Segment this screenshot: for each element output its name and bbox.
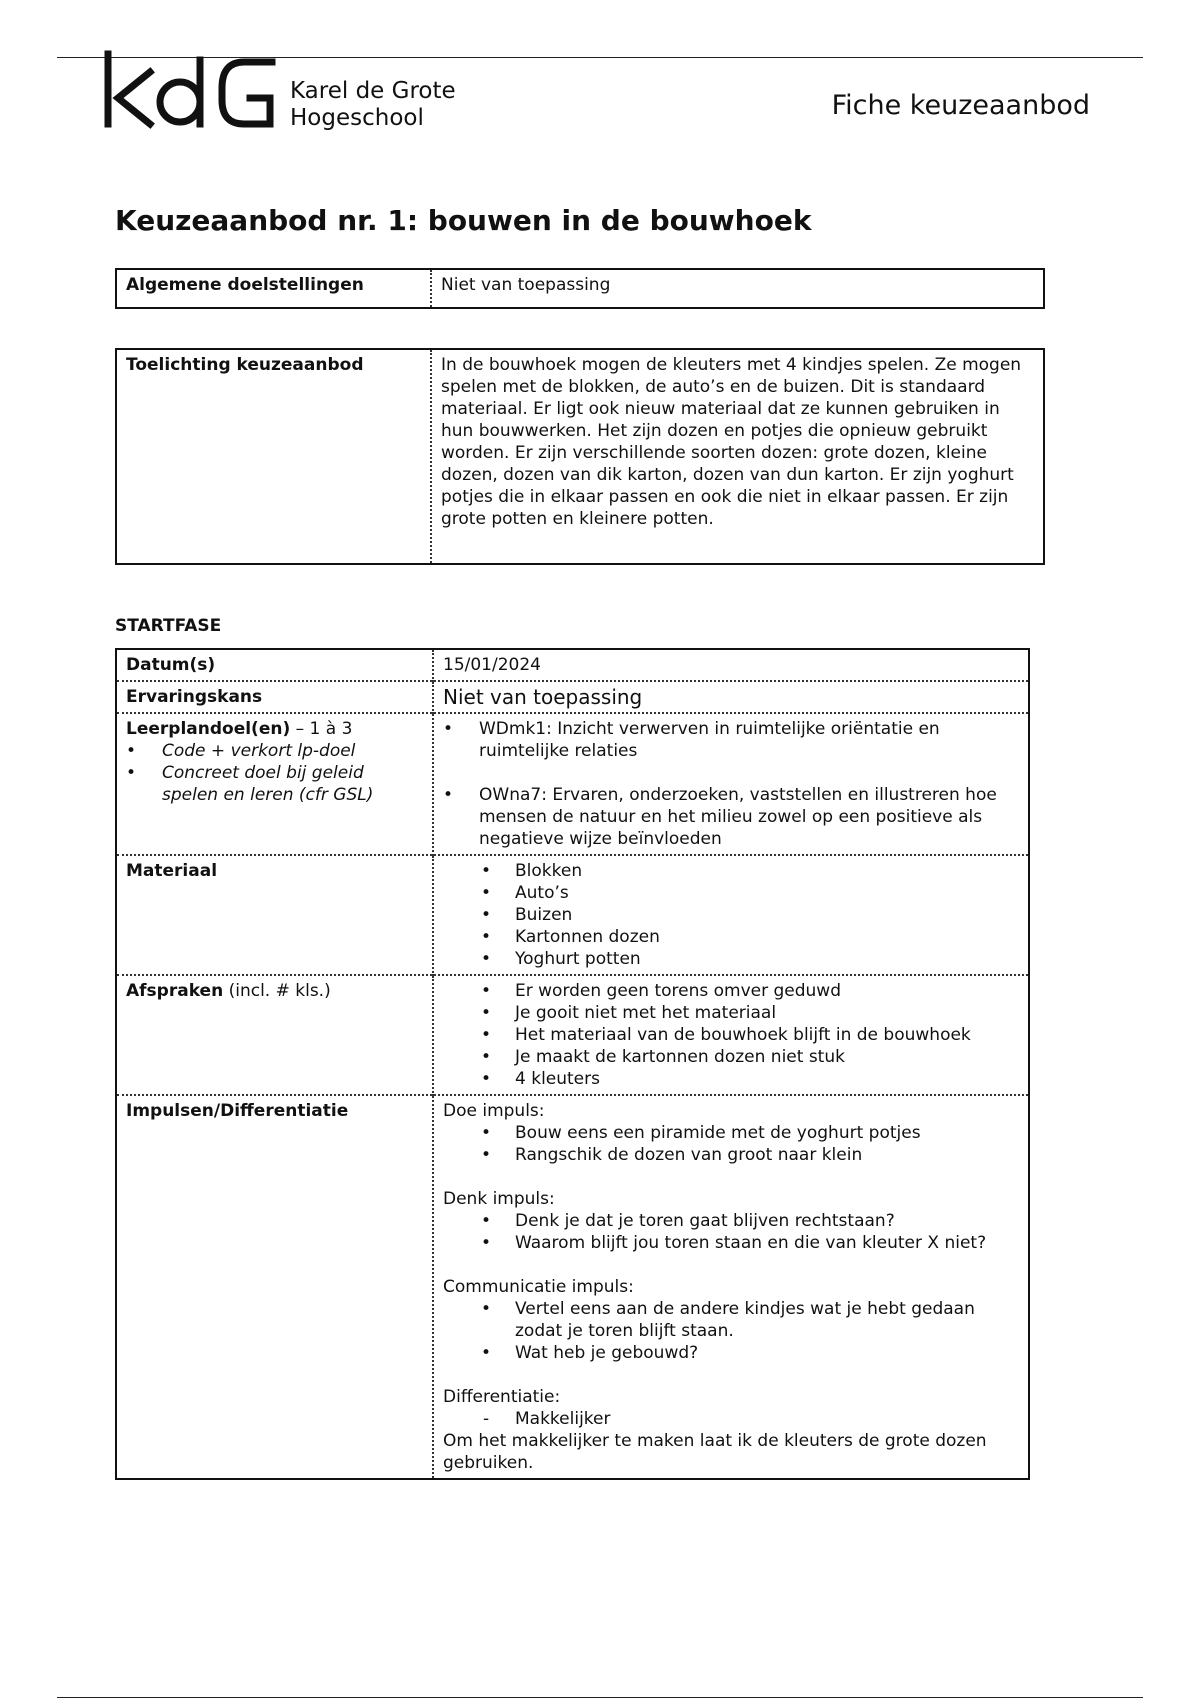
doe-impuls-item: • Bouw eens een piramide met de yoghurt potjes bbox=[443, 1122, 1019, 1144]
row-leerplandoel bbox=[116, 713, 1029, 855]
leerplandoel-suffix: – 1 à 3 bbox=[290, 719, 353, 739]
ervaringskans-value: Niet van toepassing bbox=[433, 681, 1029, 713]
differentiatie-heading: Differentiatie: bbox=[443, 1387, 561, 1407]
differentiatie-text: Om het makkelijker te maken laat ik de kleuters de grote dozen gebruiken. bbox=[443, 1431, 987, 1473]
row-afspraken bbox=[116, 975, 1029, 1095]
leerplandoel-hint: • Code + verkort lp-doel bbox=[126, 740, 423, 762]
materiaal-item: • Blokken bbox=[443, 860, 1019, 882]
afspraken-item: • Je gooit niet met het materiaal bbox=[443, 1002, 1019, 1024]
footer-rule bbox=[57, 1697, 1143, 1698]
denk-impuls-item: • Denk je dat je toren gaat blijven rechtstaan? bbox=[443, 1210, 1019, 1232]
section-heading-startfase: STARTFASE bbox=[115, 616, 222, 636]
afspraken-suffix: (incl. # kls.) bbox=[223, 981, 331, 1001]
document-type: Fiche keuzeaanbod bbox=[831, 90, 1090, 121]
communicatie-impuls-heading: Communicatie impuls: bbox=[443, 1277, 634, 1297]
leerplandoel-label: Leerplandoel(en) bbox=[126, 719, 291, 739]
communicatie-impuls-item: • Vertel eens aan de andere kindjes wat je hebt gedaan zodat je toren blijft staan. bbox=[443, 1298, 1019, 1342]
school-name: Karel de Grote Hogeschool bbox=[290, 78, 456, 131]
kdg-logo bbox=[104, 50, 279, 130]
afspraken-item: • Er worden geen torens omver geduwd bbox=[443, 980, 1019, 1002]
afspraken-item: • Het materiaal van de bouwhoek blijft in de bouwhoek bbox=[443, 1024, 1019, 1046]
datum-value: 15/01/2024 bbox=[433, 649, 1029, 681]
communicatie-impuls-item: • Wat heb je gebouwd? bbox=[443, 1342, 1019, 1364]
row-ervaringskans bbox=[116, 681, 1029, 713]
row-impulsen bbox=[116, 1095, 1029, 1479]
explanation-value: In de bouwhoek mogen de kleuters met 4 kindjes spelen. Ze mogen spelen met de blokken, de auto’s en de buizen. Dit is standaard materiaal. Er ligt ook nieuw materiaal dat ze kunnen gebruiken in hun bouwwerken. Het zijn dozen en potjes die opnieuw gebruikt worden. Er zijn verschillende soorten dozen: grote dozen, kleine dozen, dozen van dik karton, dozen van dun karton. Er zijn yoghurt potjes die in elkaar passen en ook die niet in elkaar passen. Er zijn grote potten en kleinere potten. bbox=[431, 349, 1044, 564]
doe-impuls-item: • Rangschik de dozen van groot naar klein bbox=[443, 1144, 1019, 1166]
materiaal-item: • Yoghurt potten bbox=[443, 948, 1019, 970]
general-objectives-label: Algemene doelstellingen bbox=[126, 275, 364, 295]
materiaal-item: • Buizen bbox=[443, 904, 1019, 926]
row-materiaal bbox=[116, 855, 1029, 975]
leerplandoel-item: • WDmk1: Inzicht verwerven in ruimtelijke oriëntatie en ruimtelijke relaties bbox=[443, 718, 1019, 762]
impulsen-label: Impulsen/Differentiatie bbox=[126, 1101, 349, 1121]
row-datum bbox=[116, 649, 1029, 681]
materiaal-label: Materiaal bbox=[126, 861, 218, 881]
materiaal-item: • Kartonnen dozen bbox=[443, 926, 1019, 948]
afspraken-item: • 4 kleuters bbox=[443, 1068, 1019, 1090]
general-objectives-value: Niet van toepassing bbox=[431, 269, 1044, 308]
general-objectives-table bbox=[115, 268, 1045, 309]
materiaal-item: • Auto’s bbox=[443, 882, 1019, 904]
afspraken-label: Afspraken bbox=[126, 981, 224, 1001]
differentiatie-item: - Makkelijker bbox=[443, 1408, 1019, 1430]
startfase-table bbox=[115, 648, 1030, 1480]
leerplandoel-item: • OWna7: Ervaren, onderzoeken, vaststellen en illustreren hoe mensen de natuur en het milieu zowel op een positieve als negatieve wijze beïnvloeden bbox=[443, 784, 1019, 850]
leerplandoel-hint: • Concreet doel bij geleid spelen en leren (cfr GSL) bbox=[126, 762, 423, 806]
ervaringskans-label: Ervaringskans bbox=[126, 687, 263, 707]
explanation-label: Toelichting keuzeaanbod bbox=[126, 355, 364, 375]
page-title: Keuzeaanbod nr. 1: bouwen in de bouwhoek bbox=[115, 204, 812, 237]
denk-impuls-item: • Waarom blijft jou toren staan en die van kleuter X niet? bbox=[443, 1232, 1019, 1254]
explanation-table bbox=[115, 348, 1045, 565]
afspraken-item: • Je maakt de kartonnen dozen niet stuk bbox=[443, 1046, 1019, 1068]
doe-impuls-heading: Doe impuls: bbox=[443, 1101, 545, 1121]
denk-impuls-heading: Denk impuls: bbox=[443, 1189, 555, 1209]
datum-label: Datum(s) bbox=[126, 655, 216, 675]
